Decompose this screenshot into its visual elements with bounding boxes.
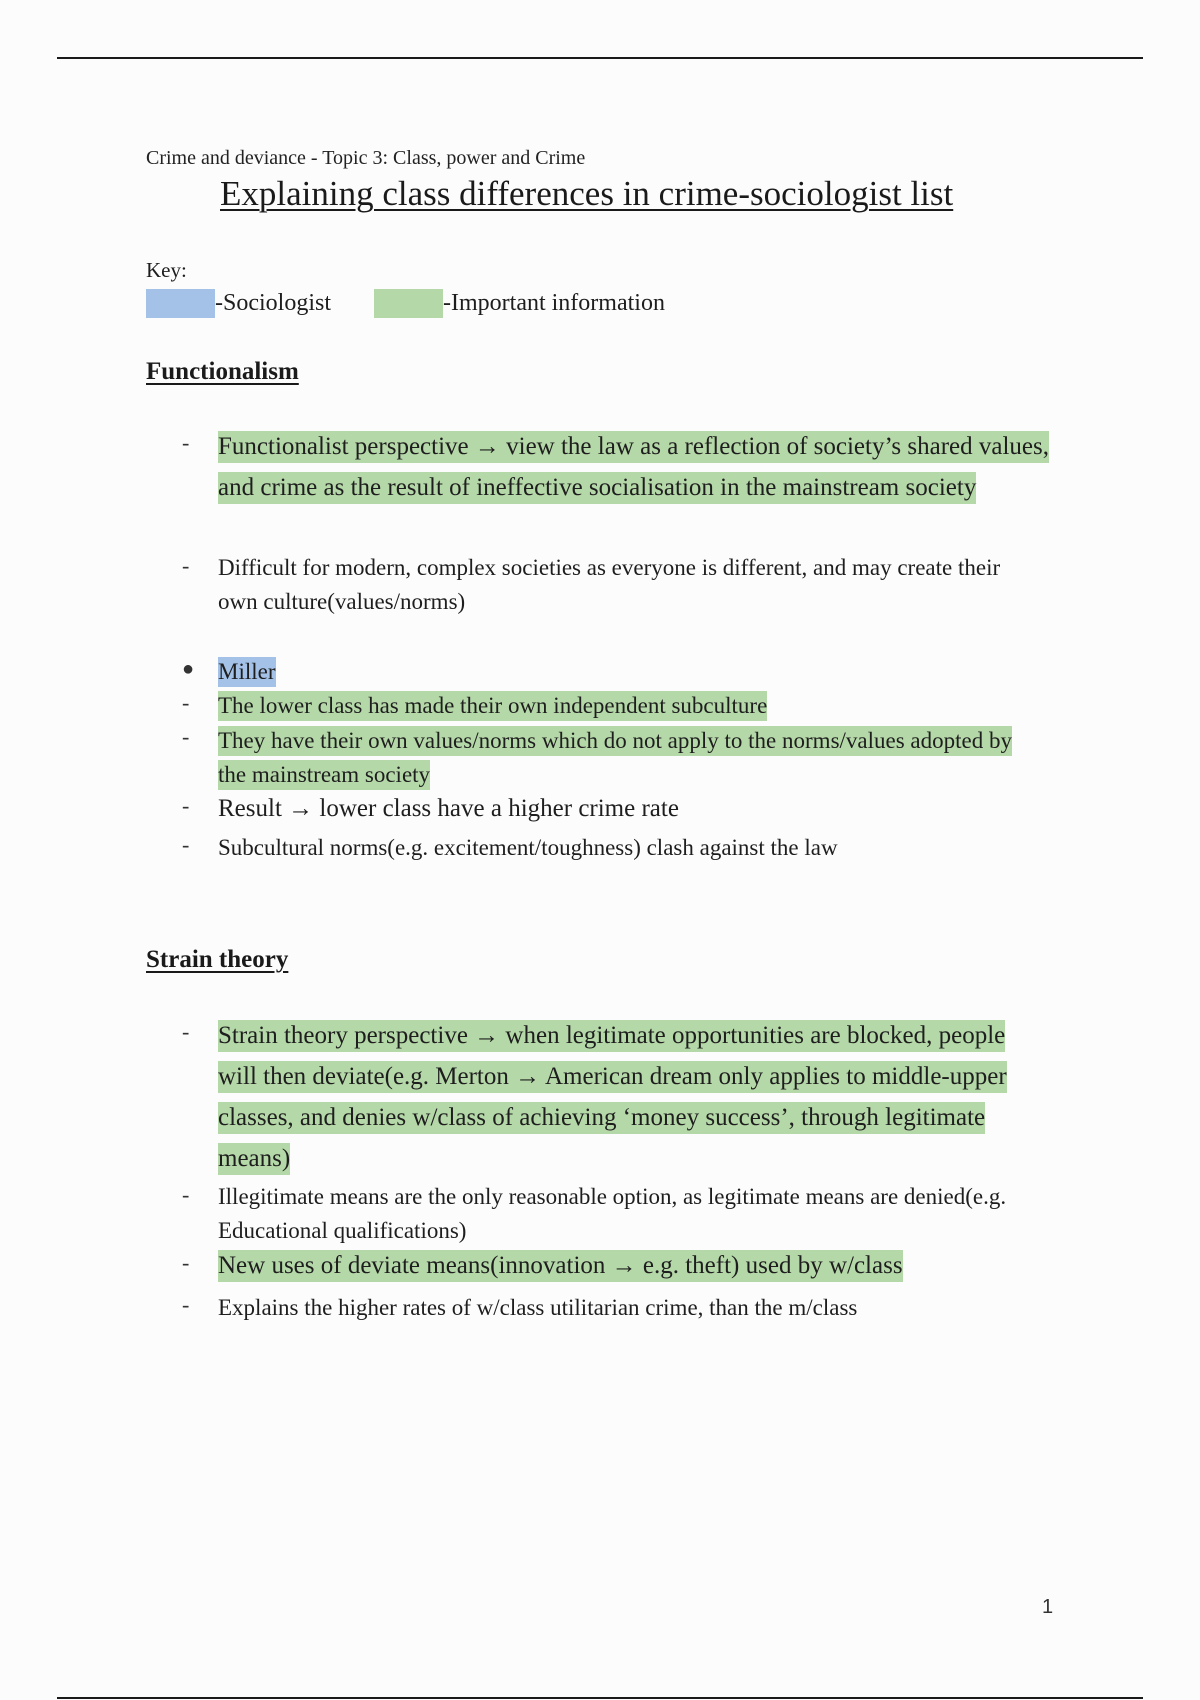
- list-item: [182, 1180, 1062, 1248]
- important-info-color-swatch: [374, 289, 443, 318]
- dash-marker: -: [182, 1182, 190, 1207]
- page-number: 1: [1042, 1596, 1054, 1618]
- section-heading-functionalism: Functionalism: [146, 358, 299, 385]
- document-subtitle: Crime and deviance - Topic 3: Class, power and Crime: [146, 147, 586, 169]
- list-item: [182, 690, 1062, 722]
- item-text: The lower class has made their own independent subculture: [218, 691, 767, 721]
- item-text: Difficult for modern, complex societies as everyone is different, and may create their own culture(values/norms): [218, 555, 1001, 614]
- list-item: [182, 1250, 1062, 1282]
- item-text: New uses of deviate means(innovation → e.g. theft) used by w/class: [218, 1250, 903, 1282]
- dash-marker: -: [182, 1250, 190, 1275]
- list-item: [182, 551, 1062, 619]
- key-sociologist-label: -Sociologist: [215, 290, 332, 316]
- list-item: [182, 1015, 1062, 1179]
- item-text: Explains the higher rates of w/class utilitarian crime, than the m/class: [218, 1295, 858, 1320]
- key-important-info-label: -Important information: [443, 290, 665, 316]
- item-text: Illegitimate means are the only reasonable option, as legitimate means are denied(e.g. Educational qualifications): [218, 1184, 1007, 1243]
- item-text: They have their own values/norms which do not apply to the norms/values adopted by the mainstream society: [218, 726, 1012, 790]
- dash-marker: -: [182, 690, 190, 715]
- dash-marker: -: [182, 1292, 190, 1317]
- bullet-marker: ●: [182, 658, 195, 680]
- item-text: Result → lower class have a higher crime rate: [218, 795, 679, 822]
- dash-marker: -: [182, 553, 190, 578]
- dash-marker: -: [182, 1019, 190, 1044]
- list-item: [182, 656, 1062, 688]
- section-heading-strain-theory: Strain theory: [146, 946, 289, 973]
- dash-marker: -: [182, 430, 190, 455]
- list-item: [182, 426, 1062, 508]
- sociologist-color-swatch: [146, 289, 215, 318]
- list-item: [182, 832, 1062, 864]
- item-text: Strain theory perspective → when legitimate opportunities are blocked, people will then deviate(e.g. Merton → American dream only applies to middle-upper classes, and denies w/class of achieving ‘money success’, through legitimate means): [218, 1020, 1007, 1175]
- list-item: [182, 724, 1062, 792]
- list-item: [182, 1292, 1062, 1324]
- document-title: Explaining class differences in crime-sociologist list: [220, 174, 954, 213]
- list-item: [182, 793, 1062, 825]
- bottom-rule: [57, 1697, 1143, 1699]
- item-text: Subcultural norms(e.g. excitement/toughness) clash against the law: [218, 835, 838, 860]
- sociologist-name: Miller: [218, 657, 276, 687]
- key-label: Key:: [146, 258, 187, 282]
- top-rule: [57, 57, 1143, 59]
- dash-marker: -: [182, 724, 190, 749]
- dash-marker: -: [182, 832, 190, 857]
- item-text: Functionalist perspective → view the law as a reflection of society’s shared values, and crime as the result of ineffective socialisation in the mainstream society: [218, 431, 1049, 504]
- dash-marker: -: [182, 793, 190, 818]
